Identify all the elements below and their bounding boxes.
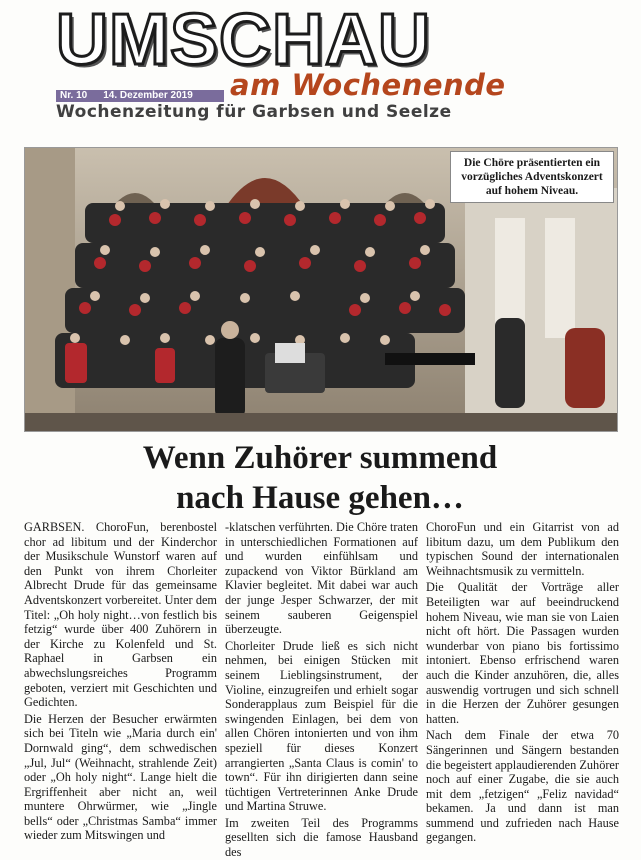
article-headline xyxy=(24,438,616,518)
article-column-3 xyxy=(426,520,619,850)
paragraph: Die Herzen der Besucher erwärmten sich bei Titeln wie „Maria durch ein' Dornwald ging“, dem schwedischen „Jul, Jul“ (Weihnacht, strahlende Zeit) oder „Oh holy night“. Lange hielt die Ergriffenheit aber nicht an, weil muntere Ohrwürmer, wie „Jingle bells“ oder „Christmas Samba“ immer wieder zum Mitswingen und xyxy=(24,711,217,843)
paragraph: Die Qualität der Vorträge aller Beteiligten war auf beeindruckend hohem Niveau, wie man sie von Laien nicht oft hört. Die Passagen wurden wunderbar von piano bis fortissimo intoniert. Ebenso erfrischend waren auch die Kinder anzuhören, die, alles auswendig vortrugen und sich schnell in die Herzen der Zuhörer gesungen hatten. xyxy=(426,580,619,726)
masthead-subtitle: am Wochenende xyxy=(230,68,506,102)
paragraph: -klatschen verführten. Die Chöre traten in unterschiedlichen Formationen auf und wurden einfühlsam und zupackend von Viktor Bürkland am Klavier begleitet. Mit dabei war auch der junge Jesper Schwarzer, der mit seinem sauberen Geigenspiel überzeugte. xyxy=(225,520,418,637)
issue-date: 14. Dezember 2019 xyxy=(103,90,193,101)
masthead-tagline: Wochenzeitung für Garbsen und Seelze xyxy=(56,102,452,122)
issue-bar xyxy=(56,90,224,102)
paragraph: Im zweiten Teil des Programms gesellten sich die famose Hausband des xyxy=(225,815,418,860)
article-column-2 xyxy=(225,520,418,860)
article-column-1 xyxy=(24,520,217,850)
issue-number: Nr. 10 xyxy=(60,90,88,101)
photo-caption: Die Chöre präsentierten ein vorzügliches Adventskonzert auf hohem Niveau. xyxy=(450,151,614,203)
choir-photo xyxy=(24,147,618,432)
headline-line-1: Wenn Zuhörer summend xyxy=(142,440,498,476)
paragraph: GARBSEN. ChoroFun, berenbostel chor ad libitum und der Kinderchor der Musikschule Wunstorf waren auf den Punkt von ihrem Chorleiter Albrecht Drude für das gemeinsame Adventskonzert vorbereitet. Unter dem Titel: „Oh holy night…von festlich bis fetzig“ wurde über 400 Zuhörern in der Kirche zu Kolenfeld und St. Raphael in Garbsen ein abwechslungsreiches Programm geboten, verziert mit Geschichten und Gedichten. xyxy=(24,520,217,710)
headline-line-2: nach Hause gehen… xyxy=(176,480,464,516)
article-body xyxy=(24,520,620,860)
paragraph: ChoroFun und ein Gitarrist von ad libitum dazu, um dem Publikum den typischen Sound der internationalen Weihnachtsmusik zu vermitteln. xyxy=(426,520,619,578)
masthead-title: UMSCHAU xyxy=(56,0,431,80)
paragraph: Chorleiter Drude ließ es sich nicht nehmen, bei einigen Stücken mit seinem Lieblingsinstrument, der Violine, einzugreifen und erhielt sogar Sonderapplaus zum Beispiel für die swingenden Einlagen, bei dem von allen Chören intonierten und von ihm speziell für dieses Konzert arrangierten „Santa Claus is comin' to town“. Für ihn dirigierten dann seine tüchtigen Vertreterinnen Anke Drude und Martina Struwe. xyxy=(225,638,418,814)
paragraph: Nach dem Finale der etwa 70 Sängerinnen und Sängern bestanden die begeistert applaudierenden Zuhörer noch auf einer Zugabe, die sie auch mit dem „fetzigen“ „Feliz navidad“ bekamen. Ja und dann ist man summend und zufrieden nach Hause gegangen. xyxy=(426,728,619,845)
